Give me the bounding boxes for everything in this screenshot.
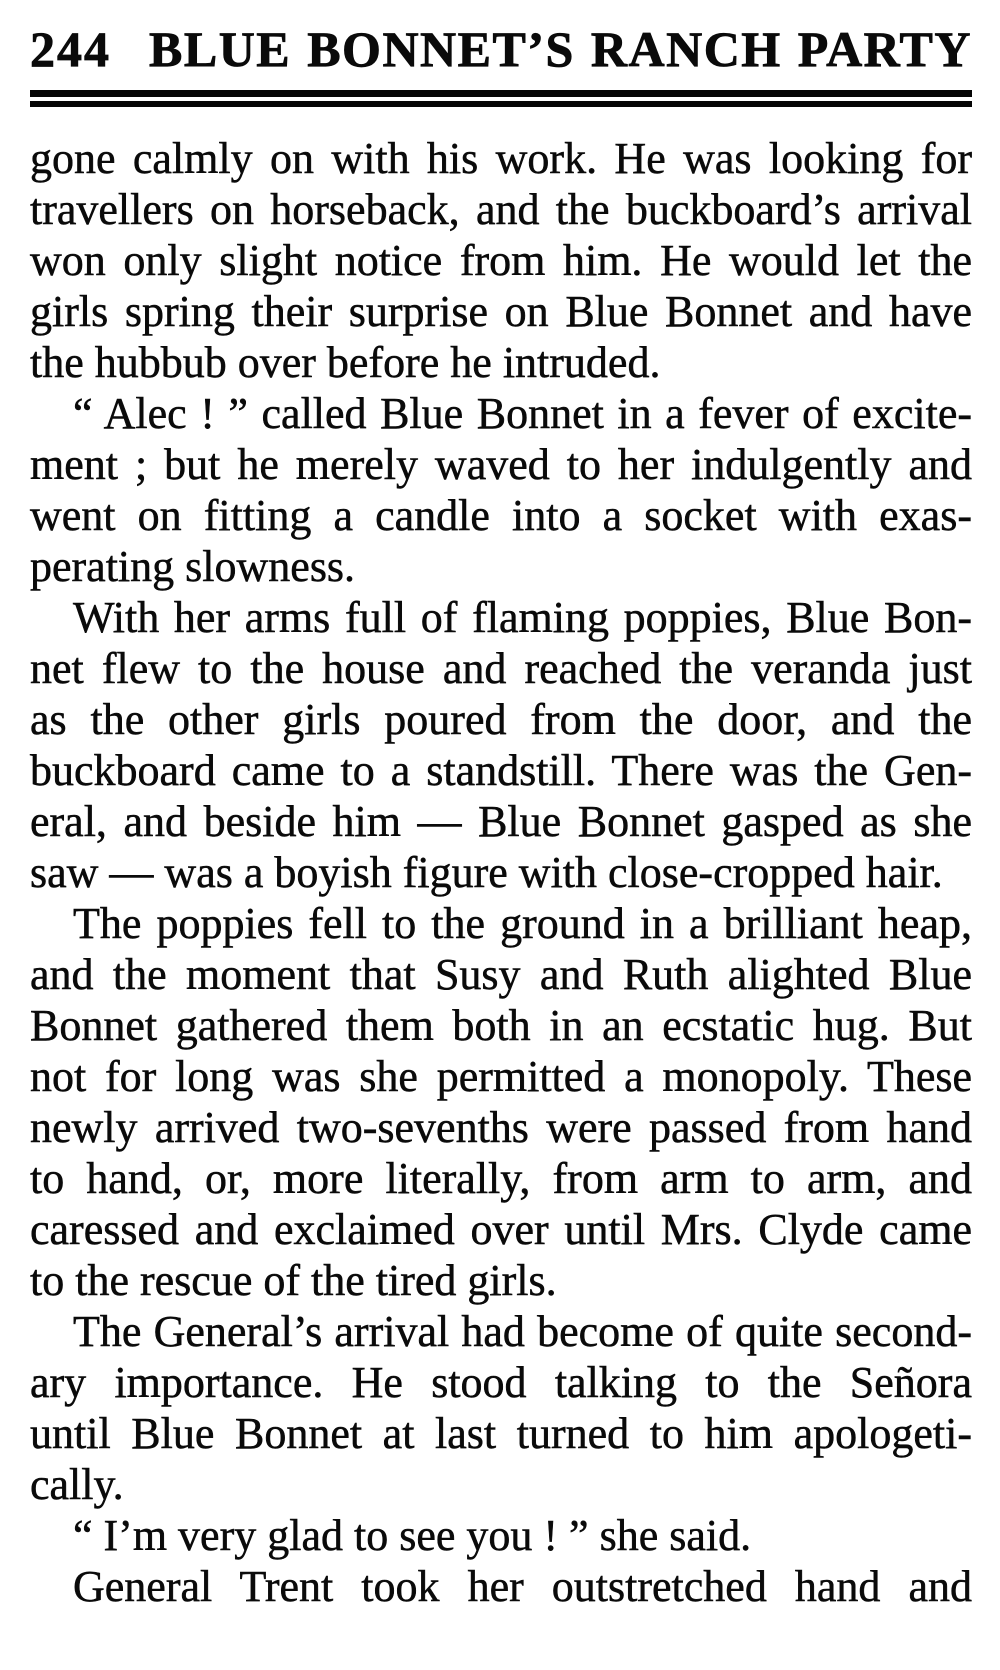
- text-line: cally.: [30, 1460, 124, 1509]
- text-line: net flew to the house and reached the veranda just: [30, 644, 972, 693]
- text-line: caressed and exclaimed over until Mrs. Clyde came: [30, 1205, 972, 1254]
- page-title: BLUE BONNET’S RANCH PARTY: [149, 21, 972, 77]
- text-line: With her arms full of flaming poppies, Blue Bon-: [73, 593, 972, 642]
- text-line: General Trent took her outstretched hand and: [73, 1562, 972, 1611]
- text-line: girls spring their surprise on Blue Bonnet and have: [30, 287, 972, 336]
- text-line: as the other girls poured from the door, and the: [30, 695, 972, 744]
- book-page: [0, 20, 1000, 1670]
- text-line: perating slowness.: [30, 542, 356, 591]
- text-line: newly arrived two-sevenths were passed from hand: [30, 1103, 972, 1152]
- text-line: buckboard came to a standstill. There was the Gen-: [30, 746, 972, 795]
- text-line: gone calmly on with his work. He was looking for: [30, 134, 972, 183]
- text-line: ment ; but he merely waved to her indulgently and: [30, 440, 972, 489]
- page-number: 244: [30, 21, 111, 77]
- text-line: saw — was a boyish figure with close-cropped hair.: [30, 848, 943, 897]
- text-line: won only slight notice from him. He would let the: [30, 236, 972, 285]
- text-block: [30, 133, 972, 1612]
- running-head: [30, 20, 972, 78]
- text-line: ary importance. He stood talking to the Señora: [30, 1358, 972, 1407]
- text-line: went on fitting a candle into a socket with exas-: [30, 491, 972, 540]
- text-line: travellers on horseback, and the buckboard’s arrival: [30, 185, 972, 234]
- text-line: not for long was she permitted a monopoly. These: [30, 1052, 972, 1101]
- text-line: and the moment that Susy and Ruth alighted Blue: [30, 950, 972, 999]
- text-line: until Blue Bonnet at last turned to him apologeti-: [30, 1409, 972, 1458]
- text-line: The General’s arrival had become of quite second-: [73, 1307, 972, 1356]
- text-line: to hand, or, more literally, from arm to arm, and: [30, 1154, 972, 1203]
- text-line: The poppies fell to the ground in a brilliant heap,: [73, 899, 972, 948]
- text-line: the hubbub over before he intruded.: [30, 338, 661, 387]
- header-double-rule: [30, 90, 972, 107]
- text-line: “ I’m very glad to see you ! ” she said.: [73, 1511, 752, 1560]
- text-line: “ Alec ! ” called Blue Bonnet in a fever of excite-: [73, 389, 972, 438]
- text-line: to the rescue of the tired girls.: [30, 1256, 557, 1305]
- text-line: Bonnet gathered them both in an ecstatic hug. But: [30, 1001, 972, 1050]
- text-line: eral, and beside him — Blue Bonnet gasped as she: [30, 797, 972, 846]
